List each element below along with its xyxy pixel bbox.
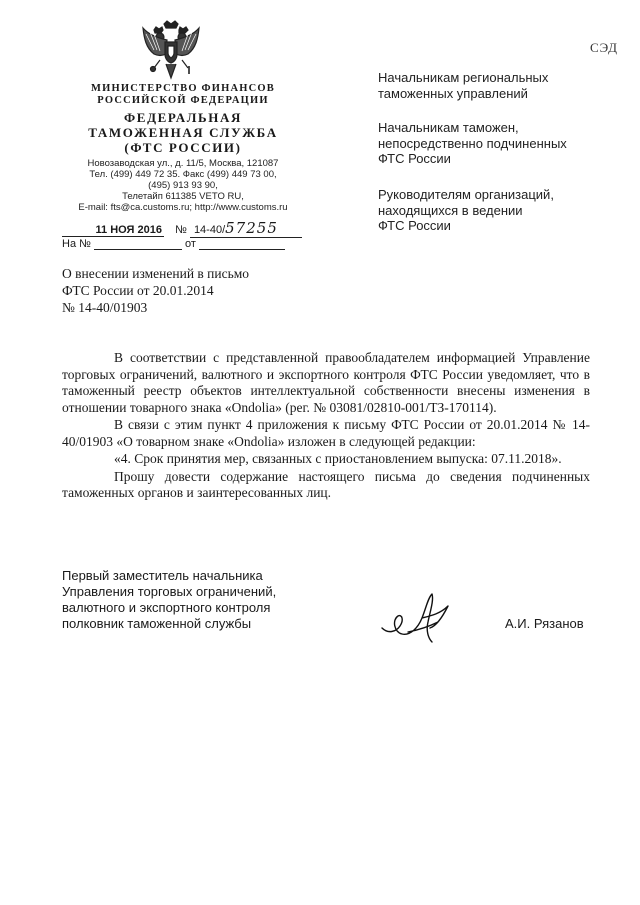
reference-number-blank xyxy=(94,249,182,250)
reference-date-blank xyxy=(199,249,285,250)
body-paragraph: «4. Срок принятия мер, связанных с приостановлением выпуска: 07.11.2018». xyxy=(114,451,562,466)
letter-subject: О внесении изменений в письмо ФТС России от 20.01.2014 № 14-40/01903 xyxy=(62,266,250,315)
signatory-position: Первый заместитель начальника Управления торговых ограничений, валютного и экспортного контроля полковник таможенной службы xyxy=(62,568,277,631)
body-paragraph: В соответствии с представленной правообладателем информацией Управление торговых ограничений, валютного и экспортного контроля ФТС России уведомляет, что в таможенный реестр объектов интеллектуальной собственности внесены изменения в отношении товарного знака «Ondolia» (рег. № 03081/02810-001/ТЗ-170114). xyxy=(62,350,590,415)
handwritten-number: 57255 xyxy=(225,219,278,237)
reference-line xyxy=(62,238,285,250)
addressee-regional-customs: Начальникам региональных таможенных управлений xyxy=(378,70,549,101)
ministry-name: МИНИСТЕРСТВО ФИНАНСОВ РОССИЙСКОЙ ФЕДЕРАЦИИ xyxy=(91,83,275,106)
body-paragraph: В связи с этим пункт 4 приложения к письму ФТС России от 20.01.2014 № 14-40/01903 «О товарном знаке «Ondolia» изложен в следующей редакции: xyxy=(62,417,590,449)
addressee-customs-heads: Начальникам таможен, непосредственно подчиненных ФТС России xyxy=(378,120,567,166)
service-name: ФЕДЕРАЛЬНАЯ ТАМОЖЕННАЯ СЛУЖБА (ФТС РОССИИ) xyxy=(88,110,278,155)
eagle-emblem-icon xyxy=(140,20,202,82)
body-paragraph: Прошу довести содержание настоящего письма до сведения подчиненных таможенных органов и заинтересованных лиц. xyxy=(62,468,590,500)
na-label: На № xyxy=(62,238,91,250)
letter-body xyxy=(62,350,590,502)
signatory-name: А.И. Рязанов xyxy=(505,616,584,631)
outgoing-date: 11 НОЯ 2016 xyxy=(62,224,164,237)
sed-mark: СЭД xyxy=(589,40,618,55)
handwritten-signature-icon xyxy=(378,588,468,650)
addressee-organizations: Руководителям организаций, находящихся в ведении ФТС России xyxy=(378,187,554,233)
contact-address: Новозаводская ул., д. 11/5, Москва, 121087 Тел. (499) 449 72 35. Факс (499) 449 73 00, (495) 913 93 90, Телетайп 611385 VETO RU, E-mail: fts@ca.customs.ru; http://www.customs.ru xyxy=(78,158,288,213)
ot-label: от xyxy=(185,238,196,250)
outgoing-number: 14-40/57255 xyxy=(190,219,302,238)
number-label: № xyxy=(175,224,187,236)
registration-date-number xyxy=(62,219,302,238)
